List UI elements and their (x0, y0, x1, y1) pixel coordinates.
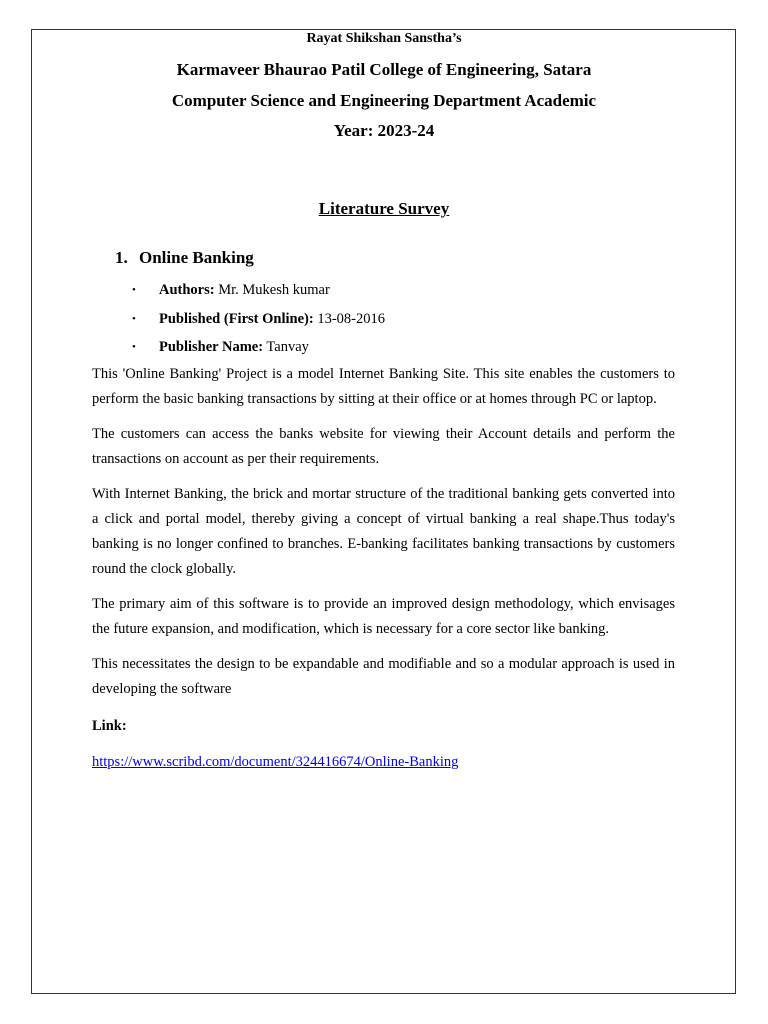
bullet-icon: • (132, 284, 136, 296)
organization-name: Rayat Shikshan Sanstha’s (306, 31, 462, 46)
meta-label: Published (First Online): (159, 310, 314, 327)
college-name: Karmaveer Bhaurao Patil College of Engineering, Satara (176, 60, 592, 79)
entry-title: Online Banking (139, 248, 254, 267)
link-label: Link: (92, 718, 127, 735)
academic-year: Year: 2023-24 (333, 121, 435, 140)
entry-body (92, 362, 675, 783)
meta-value: Tanvay (263, 339, 309, 355)
paragraph: With Internet Banking, the brick and mortar structure of the traditional banking gets converted into a click and portal model, thereby giving a concept of virtual banking a real shape.Thus today's banking is no longer confined to branches. E-banking facilitates banking transactions by customers round the clock globally. (92, 486, 675, 577)
entry-heading (115, 247, 254, 269)
department-name: Computer Science and Engineering Department Academic (171, 91, 597, 110)
meta-label: Authors: (159, 282, 215, 298)
paragraph: The primary aim of this software is to provide an improved design methodology, which envisages the future expansion, and modification, which is necessary for a core sector like banking. (92, 595, 675, 637)
bullet-icon: • (132, 341, 136, 353)
meta-authors (132, 280, 385, 309)
meta-published (132, 309, 385, 338)
meta-value: 13-08-2016 (313, 310, 385, 327)
paragraph: This necessitates the design to be expandable and modifiable and so a modular approach is used in developing the software (92, 655, 675, 697)
section-title: Literature Survey (318, 199, 450, 218)
bullet-icon: • (132, 312, 136, 325)
paragraph: This 'Online Banking' Project is a model Internet Banking Site. This site enables the customers to perform the basic banking transactions by sitting at their office or at homes through PC or laptop. (92, 366, 675, 407)
entry-meta-list (132, 280, 385, 366)
meta-value: Mr. Mukesh kumar (214, 282, 330, 298)
reference-link[interactable]: https://www.scribd.com/document/324416674/Online-Banking (92, 753, 459, 770)
paragraph: The customers can access the banks website for viewing their Account details and perform the transactions on account as per their requirements. (92, 426, 675, 467)
entry-number: 1. (115, 248, 128, 267)
meta-label: Publisher Name: (159, 339, 264, 355)
